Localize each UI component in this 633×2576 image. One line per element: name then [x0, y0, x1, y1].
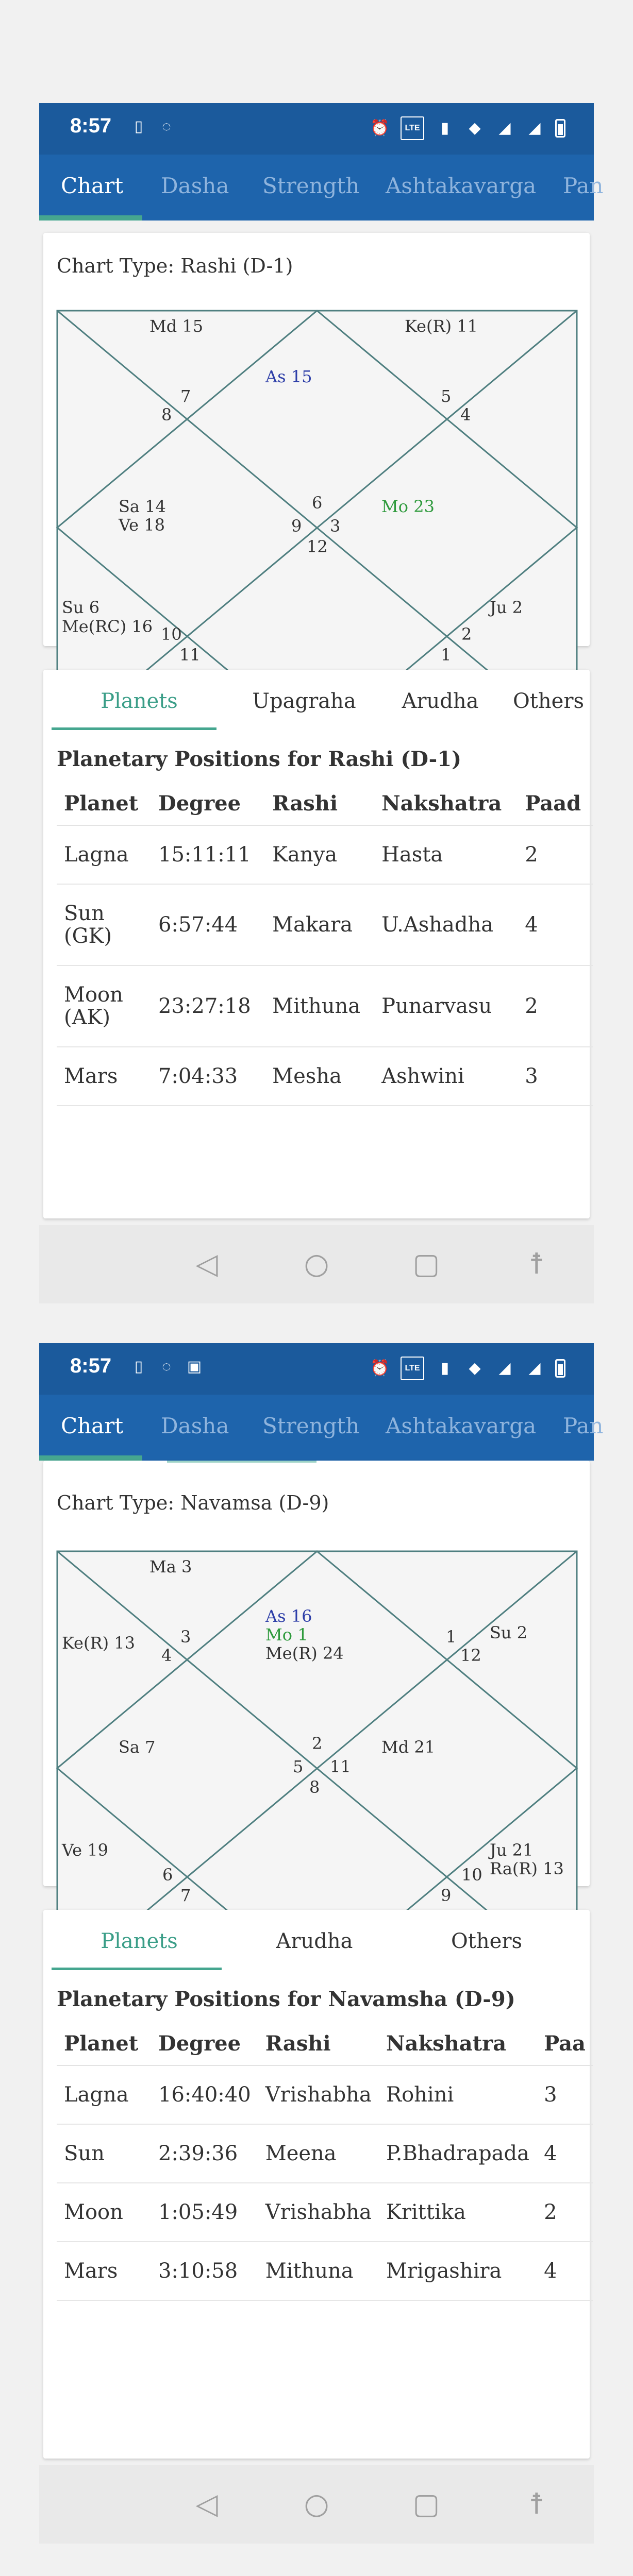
cell-planet: Mars — [57, 2242, 151, 2300]
col-nakshatra: Nakshatra — [379, 2022, 537, 2065]
volte-icon: LTE — [401, 1357, 424, 1380]
cell-degree: 23:27:18 — [151, 965, 265, 1047]
house-number: 8 — [309, 1777, 320, 1797]
tab-indicator — [39, 215, 142, 221]
main-tab-bar — [39, 155, 604, 221]
table-row — [57, 1047, 593, 1106]
tab-ashtakavarga[interactable]: Ashtakavarga — [386, 173, 537, 198]
phone-icon: ▯ — [134, 118, 143, 135]
col-planet: Planet — [57, 782, 151, 825]
home-icon[interactable]: ○ — [304, 2487, 329, 2521]
cell-nakshatra: Ashwini — [374, 1047, 518, 1106]
wifi-icon: ◆ — [469, 1360, 481, 1377]
house-number: 10 — [161, 624, 182, 644]
tab-ashtakavarga[interactable]: Ashtakavarga — [386, 1413, 537, 1438]
cell-paad: 3 — [518, 1047, 593, 1106]
cell-degree: 2:39:36 — [151, 2124, 258, 2183]
cell-planet: Mars — [57, 1047, 151, 1106]
col-planet: Planet — [57, 2022, 151, 2065]
alarm-icon: ⏰ — [370, 120, 390, 137]
tab-panchang[interactable]: Pan — [563, 173, 604, 198]
house-number: 1 — [446, 1627, 457, 1647]
system-nav-bar — [39, 2465, 594, 2544]
planet-label: Ke(R) 13 — [62, 1633, 135, 1653]
tab-panchang[interactable]: Pan — [563, 1413, 604, 1438]
cell-rashi: Mesha — [265, 1047, 374, 1106]
sub-tab-bar — [43, 670, 590, 732]
status-time: 8:57 — [70, 114, 112, 137]
subtab-others[interactable]: Others — [451, 1929, 522, 1953]
cell-degree: 3:10:58 — [151, 2242, 258, 2300]
subtab-arudha[interactable]: Arudha — [276, 1929, 353, 1953]
subtab-upagraha[interactable]: Upagraha — [252, 689, 356, 713]
house-number: 7 — [180, 1886, 191, 1905]
table-row — [57, 2124, 593, 2183]
cell-paad: 4 — [518, 884, 593, 965]
cell-nakshatra: P.Bhadrapada — [379, 2124, 537, 2183]
cell-planet: Lagna — [57, 825, 151, 884]
house-number: 5 — [441, 386, 452, 406]
planet-label: Ju 2 — [490, 598, 523, 617]
cell-paad: 2 — [518, 965, 593, 1047]
status-bar — [39, 1343, 594, 1395]
house-number: 11 — [179, 645, 201, 665]
cell-planet: Moon — [57, 2183, 151, 2242]
subtab-planets[interactable]: Planets — [101, 689, 178, 713]
table-row — [57, 2065, 593, 2124]
planet-label: As 16 — [265, 1606, 312, 1626]
cell-rashi: Kanya — [265, 825, 374, 884]
alarm-icon: ⏰ — [370, 1360, 390, 1377]
chart-card — [43, 233, 590, 665]
cell-planet: Sun (GK) — [57, 884, 151, 965]
recents-icon[interactable]: ▢ — [412, 2487, 440, 2521]
planet-label: Me(RC) 16 — [62, 617, 153, 636]
wifi-icon: ◆ — [469, 120, 481, 137]
recents-icon[interactable]: ▢ — [412, 1247, 440, 1281]
cell-degree: 6:57:44 — [151, 884, 265, 965]
planet-label: Mo 23 — [381, 497, 435, 516]
accessibility-icon[interactable]: ☨ — [528, 1247, 545, 1281]
planet-label: Ve 19 — [62, 1840, 108, 1860]
col-nakshatra: Nakshatra — [374, 782, 518, 825]
subtab-indicator — [52, 1968, 222, 1970]
house-number: 3 — [330, 516, 341, 536]
chart-type-label[interactable]: Chart Type: Navamsa (D-9) — [57, 1492, 329, 1514]
cell-degree: 15:11:11 — [151, 825, 265, 884]
subtab-arudha[interactable]: Arudha — [402, 689, 479, 713]
volte-icon: LTE — [401, 116, 424, 140]
cell-paad: 4 — [537, 2242, 593, 2300]
planet-label: Ke(R) 11 — [405, 316, 478, 336]
table-header-row — [57, 2022, 593, 2065]
cell-paad: 2 — [518, 825, 593, 884]
house-number: 12 — [307, 537, 328, 556]
signal-2-icon: ◢ — [528, 1360, 541, 1377]
cell-paad: 3 — [537, 2065, 593, 2124]
vibrate-icon: ▮ — [440, 1360, 449, 1377]
signal-icon: ◢ — [498, 1360, 511, 1377]
home-icon[interactable]: ○ — [304, 1247, 329, 1281]
back-icon[interactable]: ◁ — [195, 2487, 218, 2521]
signal-icon: ◢ — [498, 120, 511, 137]
house-number: 11 — [330, 1757, 351, 1776]
subtab-planets[interactable]: Planets — [101, 1929, 178, 1953]
status-bar — [39, 103, 594, 155]
sub-tab-bar — [43, 1910, 590, 1972]
planet-label: Md 15 — [149, 316, 204, 336]
house-number: 4 — [161, 1646, 172, 1665]
planet-label: Mo 1 — [265, 1625, 308, 1645]
house-number: 10 — [461, 1865, 482, 1885]
planetary-positions-card — [43, 1910, 590, 2459]
accessibility-icon[interactable]: ☨ — [528, 2487, 545, 2521]
col-degree: Degree — [151, 2022, 258, 2065]
col-paad: Paad — [518, 782, 593, 825]
house-number: 3 — [180, 1627, 191, 1647]
table-title: Planetary Positions for Navamsha (D-9) — [57, 1987, 515, 2011]
cell-rashi: Mithuna — [265, 965, 374, 1047]
house-number: 2 — [461, 624, 472, 644]
table-row — [57, 965, 593, 1047]
house-number: 6 — [162, 1865, 173, 1885]
col-rashi: Rashi — [258, 2022, 379, 2065]
cell-nakshatra: Hasta — [374, 825, 518, 884]
tab-dasha[interactable]: Dasha — [161, 173, 229, 198]
planet-label: Sa 7 — [119, 1737, 156, 1757]
tab-strength[interactable]: Strength — [262, 173, 360, 198]
positions-table — [57, 782, 593, 1106]
cell-rashi: Makara — [265, 884, 374, 965]
screenshot-navamsa — [39, 1343, 604, 2544]
cell-paad: 4 — [537, 2124, 593, 2183]
planet-label: Md 21 — [381, 1737, 436, 1757]
system-nav-bar — [39, 1225, 594, 1303]
house-number: 5 — [293, 1757, 304, 1776]
signal-2-icon: ◢ — [528, 120, 541, 137]
screenshot-rashi — [39, 103, 604, 1303]
house-number: 8 — [161, 405, 172, 425]
cell-degree: 16:40:40 — [151, 2065, 258, 2124]
scroll-hint — [167, 1461, 316, 1463]
table-title: Planetary Positions for Rashi (D-1) — [57, 747, 462, 771]
status-time: 8:57 — [70, 1354, 112, 1377]
cell-degree: 7:04:33 — [151, 1047, 265, 1106]
planet-label: As 15 — [265, 367, 312, 386]
house-number: 2 — [312, 1734, 323, 1753]
tab-indicator — [39, 1455, 142, 1461]
table-header-row — [57, 782, 593, 825]
cell-nakshatra: U.Ashadha — [374, 884, 518, 965]
cell-rashi: Vrishabha — [258, 2065, 379, 2124]
cell-rashi: Meena — [258, 2124, 379, 2183]
positions-table — [57, 2022, 593, 2301]
cell-nakshatra: Mrigashira — [379, 2242, 537, 2300]
whatsapp-icon: ◌ — [162, 118, 171, 135]
back-icon[interactable]: ◁ — [195, 1247, 218, 1281]
tab-chart[interactable]: Chart — [61, 173, 124, 198]
house-number: 6 — [312, 493, 323, 513]
col-rashi: Rashi — [265, 782, 374, 825]
main-tab-bar — [39, 1395, 604, 1461]
house-number: 1 — [441, 645, 452, 665]
image-icon: ▣ — [187, 1358, 202, 1375]
planet-label: Ma 3 — [149, 1557, 192, 1577]
table-row — [57, 884, 593, 965]
cell-degree: 1:05:49 — [151, 2183, 258, 2242]
subtab-indicator — [52, 727, 216, 730]
house-number: 12 — [460, 1646, 481, 1665]
whatsapp-icon: ◌ — [162, 1358, 171, 1375]
house-number: 9 — [441, 1886, 452, 1905]
table-row — [57, 825, 593, 884]
battery-icon — [555, 1359, 565, 1378]
cell-nakshatra: Rohini — [379, 2065, 537, 2124]
cell-planet: Sun — [57, 2124, 151, 2183]
col-degree: Degree — [151, 782, 265, 825]
cell-planet: Moon (AK) — [57, 965, 151, 1047]
tab-chart[interactable]: Chart — [61, 1413, 124, 1438]
cell-planet: Lagna — [57, 2065, 151, 2124]
house-number: 4 — [460, 405, 471, 425]
cell-rashi: Vrishabha — [258, 2183, 379, 2242]
house-number: 9 — [291, 516, 302, 536]
cell-paad: 2 — [537, 2183, 593, 2242]
col-paad: Paa — [537, 2022, 593, 2065]
tab-dasha[interactable]: Dasha — [161, 1413, 229, 1438]
chart-card — [43, 1461, 590, 1905]
subtab-others[interactable]: Others — [513, 689, 584, 713]
cell-nakshatra: Krittika — [379, 2183, 537, 2242]
battery-icon — [555, 119, 565, 138]
planet-label: Su 2 — [490, 1623, 528, 1642]
planetary-positions-card — [43, 670, 590, 1218]
planet-label: Ve 18 — [119, 515, 165, 535]
phone-icon: ▯ — [134, 1358, 143, 1375]
planet-label: Me(R) 24 — [265, 1643, 344, 1663]
table-row — [57, 2242, 593, 2300]
chart-type-label[interactable]: Chart Type: Rashi (D-1) — [57, 255, 293, 277]
planet-label: Ju 21 — [490, 1840, 534, 1860]
planet-label: Sa 14 — [119, 497, 166, 516]
house-number: 7 — [180, 386, 191, 406]
tab-strength[interactable]: Strength — [262, 1413, 360, 1438]
vibrate-icon: ▮ — [440, 120, 449, 137]
cell-rashi: Mithuna — [258, 2242, 379, 2300]
planet-label: Su 6 — [62, 598, 100, 617]
cell-nakshatra: Punarvasu — [374, 965, 518, 1047]
planet-label: Ra(R) 13 — [490, 1859, 564, 1878]
table-row — [57, 2183, 593, 2242]
